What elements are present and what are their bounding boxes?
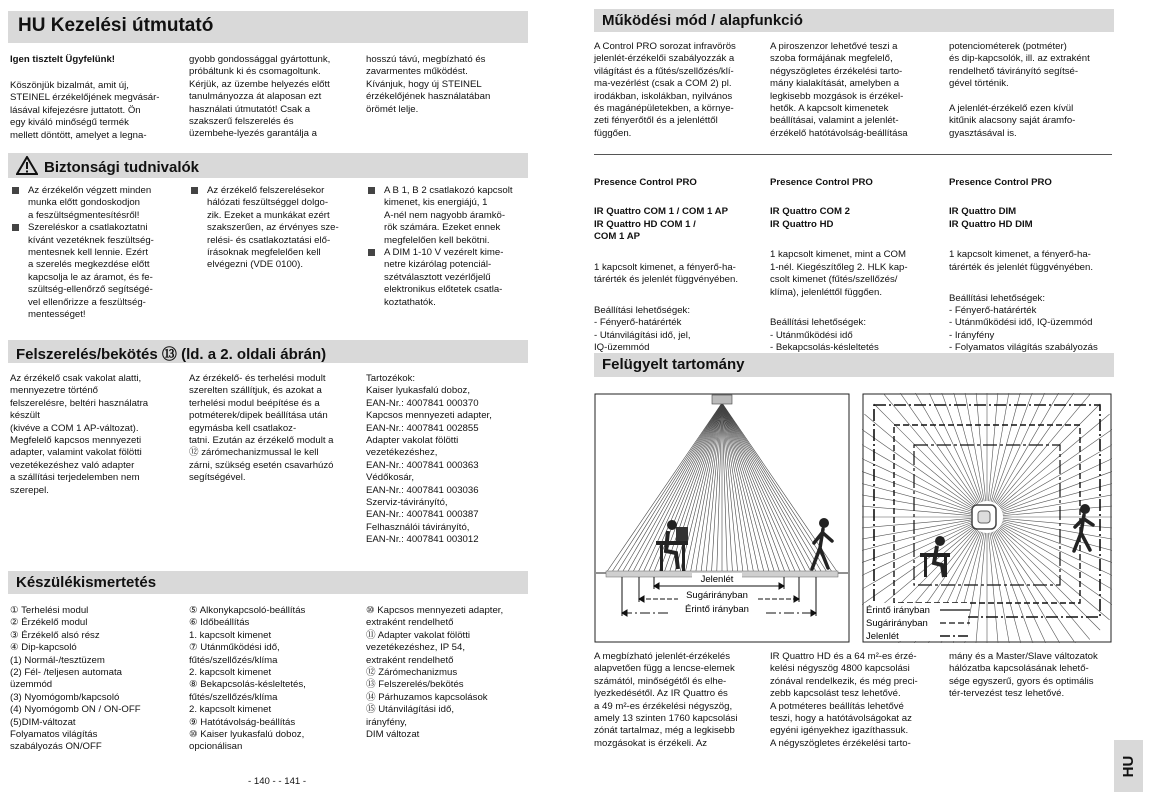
intro-col2: gyobb gondossággal gyártottunk, próbáltunk ki és csomagoltunk. Kérjük, az üzembe helyezés előtt tanulmányozza át alaposan ezt használati útmutatót! Csak a szakszerű felszerelés és üzembehe-lyezés garantálja a (189, 54, 331, 140)
product-heading: Presence Control PRO (770, 177, 873, 189)
intro-col3: hosszú távú, megbízható és zavarmentes működést. Kívánjuk, hogy új STEINEL érzékelőjének használatában örömét lelje. (366, 54, 491, 115)
legend-radial: Sugárirányban (866, 618, 928, 629)
product-desc: 1 kapcsolt kimenet, mint a COM 1-nél. Kiegészítőleg 2. HLK kap- csolt kimenet (fűtés/szellőzés/ klíma), jelenléttől függően. (770, 249, 908, 298)
product-settings: Beállítási lehetőségek: - Fényerő-határérték - Utánvilágítási idő, jel, IQ-üzemmód (594, 305, 691, 354)
range-col2: IR Quattro HD és a 64 m²-es érzé- kelési négyszög 4800 kapcsolási zónával rendelkezik, és még preci- zebb kapcsolást tesz lehetővé. A potméteres beállítás lehetővé teszi, hogy a hatótávolságokat az egyéni igényekhez igazíthassuk. A négyszögletes érzékelési tarto- (770, 651, 918, 749)
page-title (8, 11, 528, 43)
language-tab (1114, 740, 1143, 792)
product-models: IR Quattro COM 2 IR Quattro HD (770, 206, 850, 230)
install-title: Felszerelés/bekötés ⑬ (ld. a 2. oldali ábrán) (16, 346, 327, 363)
install-col2: Az érzékelő- és terhelési modult szerelten szállítjuk, és azokat a terhelési modul beépítése és a potméterek/dipek beállítása után egymásba kell csatlakoz- tatni. Ezután az érzékelő modult a ⑫ zárómechanizmussal le kell zárni, szükség esetén csavarhúzó segítségével. (189, 373, 334, 484)
top-view-figure (862, 393, 1112, 643)
list-item: Szereléskor a csatlakoztatni kívánt vezetéknek feszültség- mentesnek kell lennie. Ezért a szerelés megkezdése előtt kapcsolja le az áramot, és fe- szültség-ellenőrző segítségé- vel ellenőrizze a feszültség- mentességet! (10, 222, 180, 321)
radial-label: Sugárirányban (686, 590, 748, 601)
presence-label: Jelenlét (700, 574, 734, 585)
device-col2: ⑤ Alkonykapcsoló-beállítás ⑥ Időbeállítás 1. kapcsolt kimenet ⑦ Utánműködési idő, fűtés/szellőzés/klíma 2. kapcsolt kimenet ⑧ Bekapcsolás-késleltetés, fűtés/szellőzés/klíma 2. kapcsolt kimenet ⑨ Hatótávolság-beállítás ⑩ Kaiser lyukasfalú doboz, opcionálisan (189, 605, 306, 753)
greeting: Igen tisztelt Ügyfelünk! (10, 54, 116, 65)
range-header (594, 353, 1114, 377)
mode-col3: potenciométerek (potméter) és dip-kapcsolók, ill. az extraként rendelhető távirányító segítsé- gével történik. A jelenlét-érzékelő ezen kívül kitűnik alacsony saját áramfo- gyasztásával is. (949, 41, 1090, 139)
tangential-label: Érintő irányban (685, 604, 749, 615)
product-settings: Beállítási lehetőségek: - Utánműködési idő - Bekapcsolás-késleltetés (770, 317, 879, 354)
product-col3 (949, 165, 1114, 367)
safety-title: Biztonsági tudnivalók (44, 159, 200, 176)
range-col3: mány és a Master/Slave változatok hálózatba kapcsolásának lehető- sége egyszerű, gyors és optimális tér-tervezést tesz lehetővé. (949, 651, 1098, 700)
sensor-icon (972, 505, 996, 529)
mode-col2: A piroszenzor lehetővé teszi a szoba formájának megfelelő, négyszögletes érzékelési tarto- mány kialakítását, amelyben a legkisebb mozgások is érzékel- hetők. A kapcsolt kimenetek beállításai, valamint a jelenlét- érzékelő hatótávolság-beállítása (770, 41, 908, 139)
sensor-icon (712, 395, 732, 404)
divider (594, 154, 1112, 155)
product-col2 (770, 165, 945, 380)
device-header (8, 571, 528, 594)
safety-col2 (189, 185, 361, 272)
install-col3: Tartozékok: Kaiser lyukasfalú doboz, EAN-Nr.: 4007841 000370 Kapcsos mennyezeti adapter, EAN-Nr.: 4007841 002855 Adapter vakolat fölötti vezetékezéshez, EAN-Nr.: 4007841 000363 Védőkosár, EAN-Nr.: 4007841 003036 Szerviz-távirányító, EAN-Nr.: 4007841 000387 Felhasználói távirányító, EAN-Nr.: 4007841 003012 (366, 373, 492, 546)
product-models: IR Quattro COM 1 / COM 1 AP IR Quattro HD COM 1 / COM 1 AP (594, 206, 728, 243)
product-desc: 1 kapcsolt kimenet, a fényerő-ha- tárérték és jelenlét függvényében. (594, 261, 738, 286)
product-col1 (594, 165, 766, 367)
list-item: Az érzékelőn végzett minden munka előtt gondoskodjon a feszültségmentesítésről! (10, 185, 180, 222)
range-col1: A megbízható jelenlét-érzékelés alapvetően függ a lencse-elemek számától, minőségétől és elhe- lyezkedésétől. Az IR Quattro és a 49 m²-es érzékelési négyszög, amely 13 szinten 1760 kapcsolási zónát tartalmaz, még a legkisebb mozgásokat is érzékeli. Az (594, 651, 738, 749)
product-heading: Presence Control PRO (594, 177, 697, 189)
page-title-text: HU Kezelési útmutató (18, 15, 214, 36)
list-item: A B 1, B 2 csatlakozó kapcsolt kimenet, kis energiájú, 1 A-nél nem nagyobb áramkö- rök számára. Ezeket ennek megfelelően kell bekötni. (366, 185, 531, 247)
device-title: Készülékismertetés (16, 574, 157, 591)
mode-header (594, 9, 1114, 32)
list-item: Az érzékelő felszerelésekor hálózati feszültséggel dolgo- zik. Ezeket a munkákat ezért szakszerűen, az érvényes sze- relési- és csatlakoztatási elő- írásoknak megfelelően kell elvégezni (VDE 0100). (189, 185, 361, 272)
page-numbers: - 140 - - 141 - (248, 776, 307, 787)
product-settings: Beállítási lehetőségek: - Fényerő-határérték - Utánműködési idő, IQ-üzemmód - Irányfény - Folyamatos világítás szabályozás (949, 292, 1098, 354)
device-col3: ⑩ Kapcsos mennyezeti adapter, extraként rendelhető ⑪ Adapter vakolat fölötti vezetékezéshez, IP 54, extraként rendelhető ⑫ Zárómechanizmus ⑬ Felszerelés/bekötés ⑭ Párhuzamos kapcsolások ⑮ Utánvilágítási idő, irányfény, DIM változat (366, 605, 504, 741)
mode-title: Működési mód / alapfunkció (602, 12, 803, 29)
install-col1: Az érzékelő csak vakolat alatti, mennyezetre történő felszerelésre, beltéri használatra készült (kivéve a COM 1 AP-változat). Megfelelő kapcsos mennyezeti adapter, valamint vakolat fölötti vezetékezéshez való adapter a szállítási terjedelemben nem szerepel. (10, 373, 149, 496)
list-item: A DIM 1-10 V vezérelt kime- netre kizárólag potenciál- szétválasztott vezérlőjelű elektronikus előtetek csatla- koztathatók. (366, 247, 531, 309)
language-tab-label: HU (1120, 755, 1137, 778)
safety-col3 (366, 185, 531, 309)
install-header (8, 340, 528, 363)
safety-header (8, 153, 528, 178)
legend-presence: Jelenlét (866, 631, 899, 642)
range-title: Felügyelt tartomány (602, 356, 745, 373)
intro-col1: Köszönjük bizalmát, amit új, STEINEL érzékelőjének megvásár- lásával kifejezésre juttatott. Ön egy kiváló minőségű termék mellett döntött, amelyet a legna- (10, 80, 160, 141)
product-heading: Presence Control PRO (949, 177, 1052, 189)
device-col1: ① Terhelési modul ② Érzékelő modul ③ Érzékelő alsó rész ④ Dip-kapcsoló (1) Normál-/tesztüzem (2) Fél- /teljesen automata üzemmód (3) Nyomógomb/kapcsoló (4) Nyomógomb ON / ON-OFF (5)DIM-változat Folyamatos világítás szabályozás ON/OFF (10, 605, 141, 753)
side-view-figure (594, 393, 850, 643)
warning-icon (16, 156, 38, 175)
legend-tangential: Érintő irányban (866, 605, 930, 616)
mode-col1: A Control PRO sorozat infravörös jelenlét-érzékelői szabályozzák a világítást és a fűtés/szellőzés/klí- ma-vezérlést (csak a COM 2) pl. irodákban, iskolákban, nyilvános és magánépületekben, a környe- zeti fényerőtől és a jelenléttől függően. (594, 41, 736, 139)
product-models: IR Quattro DIM IR Quattro HD DIM (949, 206, 1033, 230)
safety-col1 (10, 185, 180, 321)
product-desc: 1 kapcsolt kimenet, a fényerő-ha- tárérték és jelenlét függvényében. (949, 249, 1093, 273)
